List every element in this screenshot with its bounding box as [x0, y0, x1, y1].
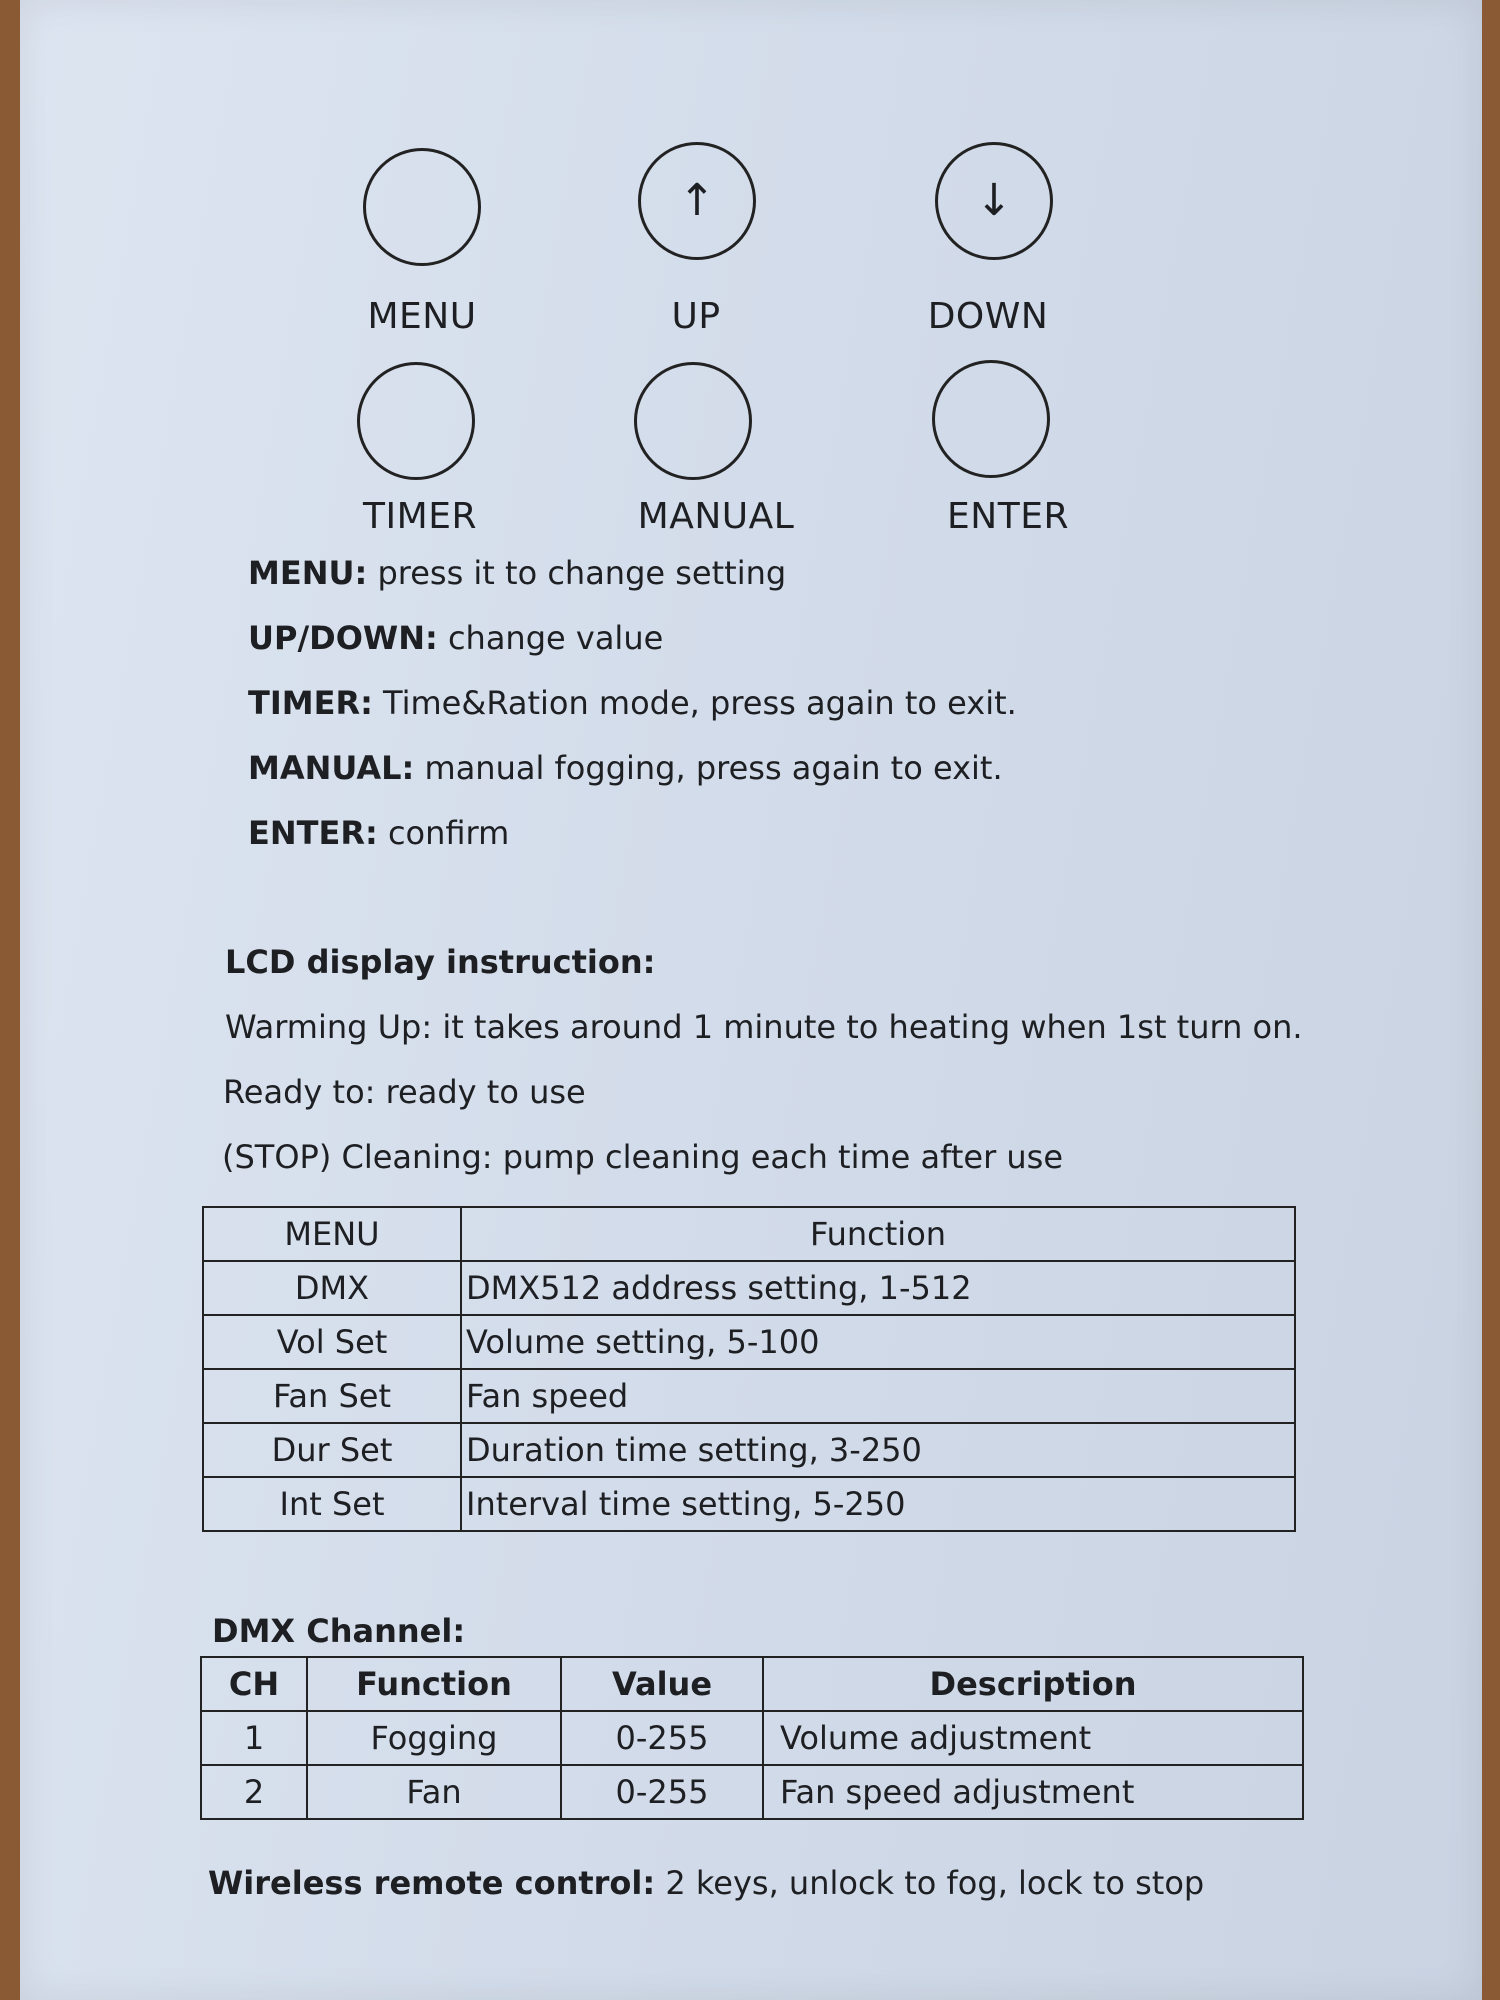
up-button-label: UP [671, 296, 721, 337]
table-cell: 2 [201, 1765, 307, 1819]
table-header-function: Function [307, 1657, 561, 1711]
lcd-line-cleaning: (STOP) Cleaning: pump cleaning each time after use [222, 1138, 1064, 1176]
menu-button-icon [363, 148, 481, 266]
table-row [203, 1261, 1295, 1315]
table-header-ch: CH [201, 1657, 307, 1711]
table-header-description: Description [763, 1657, 1303, 1711]
enter-button-icon [932, 360, 1050, 478]
wireless-remote-note: Wireless remote control: 2 keys, unlock to fog, lock to stop [208, 1864, 1205, 1902]
manual-button-icon [634, 362, 752, 480]
table-cell: Interval time setting, 5-250 [461, 1477, 1295, 1531]
table-cell: Fan speed adjustment [763, 1765, 1303, 1819]
table-cell: Fan Set [203, 1369, 461, 1423]
table-cell: Duration time setting, 3-250 [461, 1423, 1295, 1477]
table-row [203, 1369, 1295, 1423]
dmx-heading: DMX Channel: [212, 1612, 466, 1650]
table-cell: Int Set [203, 1477, 461, 1531]
menu-function-table [202, 1206, 1296, 1532]
table-cell: 1 [201, 1711, 307, 1765]
table-cell: Fan speed [461, 1369, 1295, 1423]
timer-description: TIMER: Time&Ration mode, press again to exit. [248, 684, 1017, 722]
table-cell: Fogging [307, 1711, 561, 1765]
timer-button-icon [357, 362, 475, 480]
table-header-value: Value [561, 1657, 763, 1711]
table-row [203, 1315, 1295, 1369]
updown-description: UP/DOWN: change value [248, 619, 664, 657]
table-row [201, 1765, 1303, 1819]
table-cell: DMX [203, 1261, 461, 1315]
table-header-menu: MENU [203, 1207, 461, 1261]
lcd-line-ready: Ready to: ready to use [223, 1073, 586, 1111]
manual-button-label: MANUAL [637, 496, 795, 537]
lcd-line-warming-up: Warming Up: it takes around 1 minute to heating when 1st turn on. [225, 1008, 1303, 1046]
table-cell: DMX512 address setting, 1-512 [461, 1261, 1295, 1315]
table-row [203, 1423, 1295, 1477]
table-cell: Fan [307, 1765, 561, 1819]
down-button-label: DOWN [927, 296, 1049, 337]
down-button-icon [935, 142, 1053, 260]
up-button-icon [638, 142, 756, 260]
manual-page [20, 0, 1482, 2000]
menu-button-label: MENU [367, 296, 477, 337]
table-header-row [203, 1207, 1295, 1261]
timer-button-label: TIMER [363, 496, 477, 537]
table-row [201, 1711, 1303, 1765]
down-arrow-icon: ↓ [975, 175, 1013, 226]
up-arrow-icon: ↑ [678, 175, 716, 226]
dmx-channel-table [200, 1656, 1304, 1820]
table-cell: Vol Set [203, 1315, 461, 1369]
manual-description: MANUAL: manual fogging, press again to exit. [248, 749, 1003, 787]
enter-button-label: ENTER [947, 496, 1069, 537]
table-cell: 0-255 [561, 1765, 763, 1819]
table-cell: Volume setting, 5-100 [461, 1315, 1295, 1369]
table-cell: Volume adjustment [763, 1711, 1303, 1765]
lcd-heading: LCD display instruction: [225, 943, 656, 981]
table-header-function: Function [461, 1207, 1295, 1261]
table-header-row [201, 1657, 1303, 1711]
menu-description: MENU: press it to change setting [248, 554, 787, 592]
table-cell: Dur Set [203, 1423, 461, 1477]
table-row [203, 1477, 1295, 1531]
enter-description: ENTER: confirm [248, 814, 510, 852]
table-cell: 0-255 [561, 1711, 763, 1765]
